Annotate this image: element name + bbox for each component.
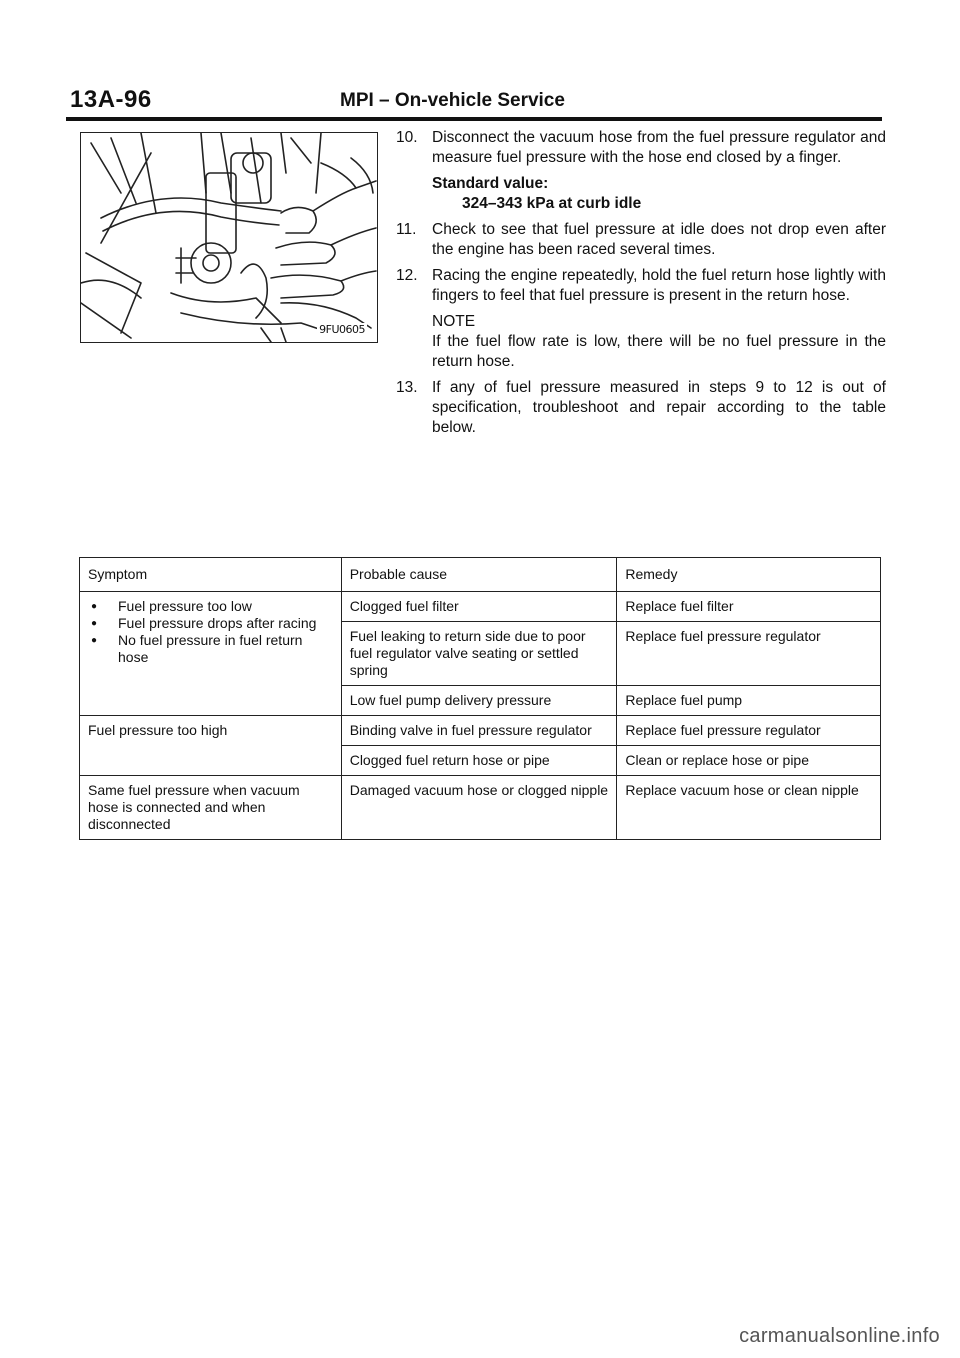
cause-cell: Low fuel pump delivery pressure bbox=[341, 686, 617, 716]
step-text: If any of fuel pressure measured in steps 9 to 12 is out of specification, troubleshoot and repair according to the table below. bbox=[432, 379, 886, 436]
note-block bbox=[396, 312, 886, 372]
step-text: Disconnect the vacuum hose from the fuel pressure regulator and measure fuel pressure with the hose end closed by a finger. bbox=[432, 129, 886, 166]
step-text: Check to see that fuel pressure at idle does not drop even after the engine has been raced several times. bbox=[432, 221, 886, 258]
remedy-cell: Replace fuel pressure regulator bbox=[617, 716, 881, 746]
section-title: MPI – On-vehicle Service bbox=[340, 90, 565, 111]
column-header-remedy: Remedy bbox=[617, 558, 881, 592]
table-row bbox=[80, 592, 881, 622]
cause-cell: Damaged vacuum hose or clogged nipple bbox=[341, 776, 617, 840]
symptom-cell bbox=[80, 592, 342, 716]
symptom-cell: Same fuel pressure when vacuum hose is connected and when disconnected bbox=[80, 776, 342, 840]
remedy-cell: Clean or replace hose or pipe bbox=[617, 746, 881, 776]
page-number: 13A-96 bbox=[70, 86, 152, 113]
standard-value: 324–343 kPa at curb idle bbox=[462, 195, 642, 212]
cause-cell: Binding valve in fuel pressure regulator bbox=[341, 716, 617, 746]
step-number: 10. bbox=[396, 129, 418, 146]
remedy-cell: Replace fuel pressure regulator bbox=[617, 622, 881, 686]
symptom-cell: Fuel pressure too high bbox=[80, 716, 342, 776]
procedure-steps bbox=[396, 128, 886, 444]
step-11 bbox=[396, 220, 886, 260]
step-10 bbox=[396, 128, 886, 168]
symptom-item: ● No fuel pressure in fuel return hose bbox=[88, 632, 333, 666]
fuel-pressure-regulator-illustration-icon bbox=[81, 133, 377, 342]
step-number: 12. bbox=[396, 267, 418, 284]
note-label: NOTE bbox=[432, 313, 476, 330]
standard-value-label: Standard value: bbox=[432, 175, 549, 192]
symptom-list bbox=[88, 598, 333, 666]
step-text: Racing the engine repeatedly, hold the fuel return hose lightly with fingers to feel that fuel pressure is present in the return hose. bbox=[432, 267, 886, 304]
table-header-row bbox=[80, 558, 881, 592]
standard-value-block bbox=[396, 174, 886, 214]
cause-cell: Clogged fuel filter bbox=[341, 592, 617, 622]
step-13 bbox=[396, 378, 886, 438]
remedy-cell: Replace fuel pump bbox=[617, 686, 881, 716]
table-row bbox=[80, 776, 881, 840]
troubleshooting-table bbox=[79, 557, 881, 840]
cause-cell: Fuel leaking to return side due to poor fuel regulator valve seating or settled spring bbox=[341, 622, 617, 686]
step-number: 13. bbox=[396, 379, 418, 396]
column-header-symptom: Symptom bbox=[80, 558, 342, 592]
symptom-item: ● Fuel pressure drops after racing bbox=[88, 615, 333, 632]
column-header-cause: Probable cause bbox=[341, 558, 617, 592]
figure-label: 9FU0605 bbox=[319, 323, 365, 336]
watermark: carmanualsonline.info bbox=[739, 1325, 940, 1347]
table-row bbox=[80, 716, 881, 746]
symptom-item: ● Fuel pressure too low bbox=[88, 598, 333, 615]
remedy-cell: Replace fuel filter bbox=[617, 592, 881, 622]
step-12 bbox=[396, 266, 886, 306]
note-text: If the fuel flow rate is low, there will be no fuel pressure in the return hose. bbox=[432, 333, 886, 370]
fuel-pressure-regulator-figure bbox=[80, 132, 378, 343]
header-rule bbox=[66, 117, 882, 121]
step-number: 11. bbox=[396, 221, 417, 238]
remedy-cell: Replace vacuum hose or clean nipple bbox=[617, 776, 881, 840]
cause-cell: Clogged fuel return hose or pipe bbox=[341, 746, 617, 776]
